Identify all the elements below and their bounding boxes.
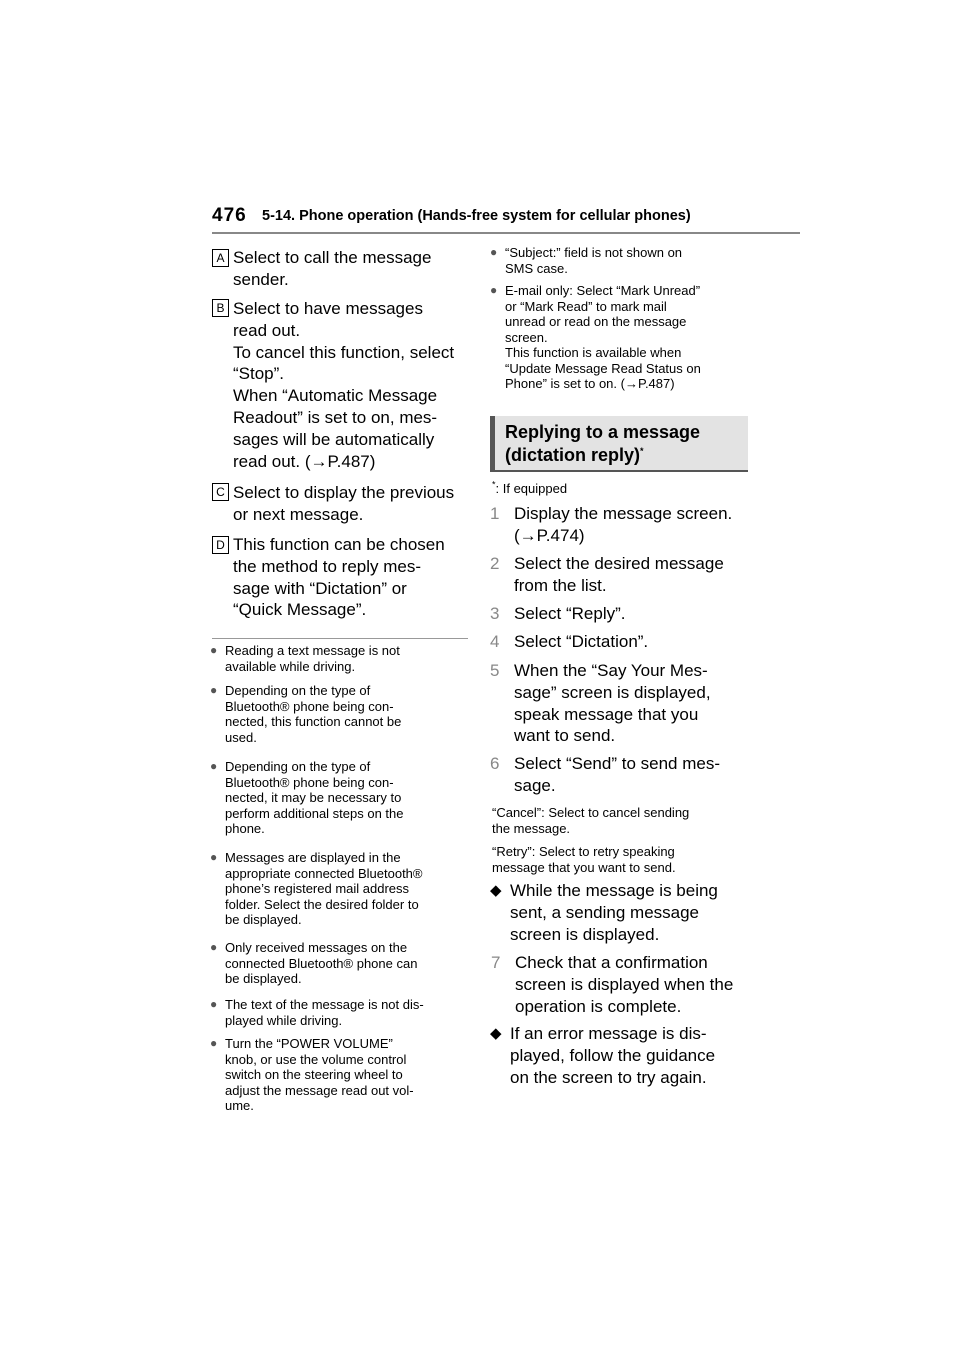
note-line: Bluetooth® phone being con- [225,774,394,790]
note-line: unread or read on the message [505,314,687,329]
text-line: sender. [233,269,289,289]
note-line: phone’s registered mail address [225,881,410,896]
step-line: speak message that you [514,704,699,724]
note-line: connected Bluetooth® phone can [225,955,418,971]
text-line: Select to display the previous [233,483,455,502]
text-line: sent, a sending message [510,902,700,922]
step-line: When the “Say Your Mes- [514,661,708,680]
step-number: 2 [490,554,500,573]
text-line: This function can be chosen [233,535,445,554]
bullet-icon: ● [210,850,218,864]
note-item [210,940,470,987]
diamond-icon: ◆ [490,1025,502,1042]
text-line: screen is displayed. [510,924,660,944]
note-line: message that you want to send. [492,859,676,875]
step-line: Select “Send” to send mes- [514,754,720,773]
note-line: This function is available when [505,345,682,360]
text-line: sage with “Dictation” or [233,578,407,598]
label-b-description [233,298,473,472]
step-number: 4 [490,632,500,651]
note-line: folder. Select the desired folder to [225,896,419,912]
heading-line: Replying to a message [505,422,701,442]
text-line: “Stop”. [233,364,285,384]
text-line: “Quick Message”. [233,600,367,620]
note-line: Only received messages on the [225,940,408,955]
bullet-icon: ● [210,759,218,773]
label-a-box: A [212,249,229,267]
text-line: Readout” is set to on, mes- [233,407,438,427]
label-d-description [233,534,473,621]
bullet-icon: ● [210,940,218,954]
note-item [210,850,470,928]
note-line: Bluetooth® phone being con- [225,698,394,714]
step-number: 1 [490,504,500,523]
step-line: from the list. [514,575,607,595]
note-line: “Retry”: Select to retry speaking [492,844,675,859]
note-item [210,1036,470,1114]
text-line: read out. [233,320,301,340]
text-line: Select to call the message [233,248,432,267]
text-line: played, follow the guidance [510,1045,716,1065]
sending-info [490,880,750,945]
step-1 [490,503,754,547]
note-line: The text of the message is not dis- [225,997,424,1012]
note-line: “Subject:” field is not shown on [505,245,683,260]
step-line: Display the message screen. [514,504,733,523]
text-line: Select to have messages [233,299,423,318]
page-number: 476 [212,205,247,226]
note-line: knob, or use the volume control [225,1051,407,1067]
heading-line [505,444,700,467]
note-line: SMS case. [505,260,568,276]
step-line: Select “Reply”. [514,604,626,623]
note-item [210,759,470,837]
section-heading [490,416,748,472]
step-3 [490,603,754,625]
step-number: 3 [490,604,500,623]
note-line: “Cancel”: Select to cancel sending [492,805,690,820]
note-line: perform additional steps on the [225,805,404,821]
note-line: Reading a text message is not [225,643,400,658]
cancel-note [492,805,757,836]
step-line: screen is displayed when the [515,974,734,994]
label-b-box: B [212,299,229,317]
note-line: available while driving. [225,658,356,674]
note-line: nected, this function cannot be [225,714,402,729]
text-line: To cancel this function, select [233,342,455,362]
section-heading-text [505,421,700,467]
label-d-box: D [212,536,229,554]
bullet-icon: ● [490,245,498,259]
footnote-marker: * [640,446,644,456]
note-line: or “Mark Read” to mark mail [505,298,667,314]
text-line: on the screen to try again. [510,1067,707,1087]
note-line: be displayed. [225,912,302,927]
text-line: sages will be automatically [233,429,435,449]
step-4 [490,631,754,653]
note-line: phone. [225,821,265,836]
step-line: (→P.474) [514,525,585,545]
bullet-icon: ● [210,643,218,657]
note-item [490,245,755,276]
section-title: 5-14. Phone operation (Hands-free system for cellular phones) [262,208,691,224]
step-line: Select “Dictation”. [514,632,649,651]
note-line: the message. [492,820,571,836]
bullet-icon: ● [210,1036,218,1050]
note-item [210,997,470,1028]
label-a-description [233,247,473,291]
retry-note [492,844,757,875]
step-number: 7 [491,953,501,972]
note-line: played while driving. [225,1012,343,1028]
heading-line-text: (dictation reply) [505,445,641,465]
error-info [490,1023,750,1088]
note-line: Phone” is set to on. (→P.487) [505,376,675,391]
footnote-marker: * [492,479,496,490]
footnote [492,481,567,497]
note-line: Depending on the type of [225,683,371,698]
note-line: used. [225,729,257,745]
note-item [210,643,470,674]
step-line: sage. [514,775,556,795]
step-number: 5 [490,661,500,680]
step-line: sage” screen is displayed, [514,682,711,702]
note-line: adjust the message read out vol- [225,1082,414,1098]
header-rule [212,232,800,234]
text-line: When “Automatic Message [233,386,438,406]
note-item [210,683,470,745]
label-c-box: C [212,483,229,501]
note-line: ume. [225,1098,254,1113]
step-6 [490,753,754,797]
bullet-icon: ● [210,683,218,697]
step-line: want to send. [514,726,616,746]
note-line: “Update Message Read Status on [505,360,701,376]
note-line: Depending on the type of [225,759,371,774]
step-line: operation is complete. [515,996,682,1016]
note-line: E-mail only: Select “Mark Unread” [505,283,701,298]
note-line: appropriate connected Bluetooth® [225,865,423,881]
note-line: switch on the steering wheel to [225,1067,403,1082]
text-line: or next message. [233,504,364,524]
note-line: be displayed. [225,971,302,986]
note-line: screen. [505,329,548,345]
step-2 [490,553,754,597]
step-number: 6 [490,754,500,773]
bullet-icon: ● [210,997,218,1011]
text-line: While the message is being [510,881,718,900]
text-line: read out. (→P.487) [233,451,376,471]
step-line: Check that a confirmation [515,953,708,972]
step-7 [491,952,755,1017]
step-line: Select the desired message [514,554,724,573]
note-item [490,283,755,392]
note-line: nected, it may be necessary to [225,790,402,805]
bullet-icon: ● [490,283,498,297]
note-line: Messages are displayed in the [225,850,401,865]
footnote-text: : If equipped [495,481,568,496]
label-c-description [233,482,473,526]
text-line: the method to reply mes- [233,556,422,576]
note-line: Turn the “POWER VOLUME” [225,1036,393,1051]
step-5 [490,660,754,747]
divider [212,638,468,639]
diamond-icon: ◆ [490,882,502,899]
text-line: If an error message is dis- [510,1024,707,1043]
